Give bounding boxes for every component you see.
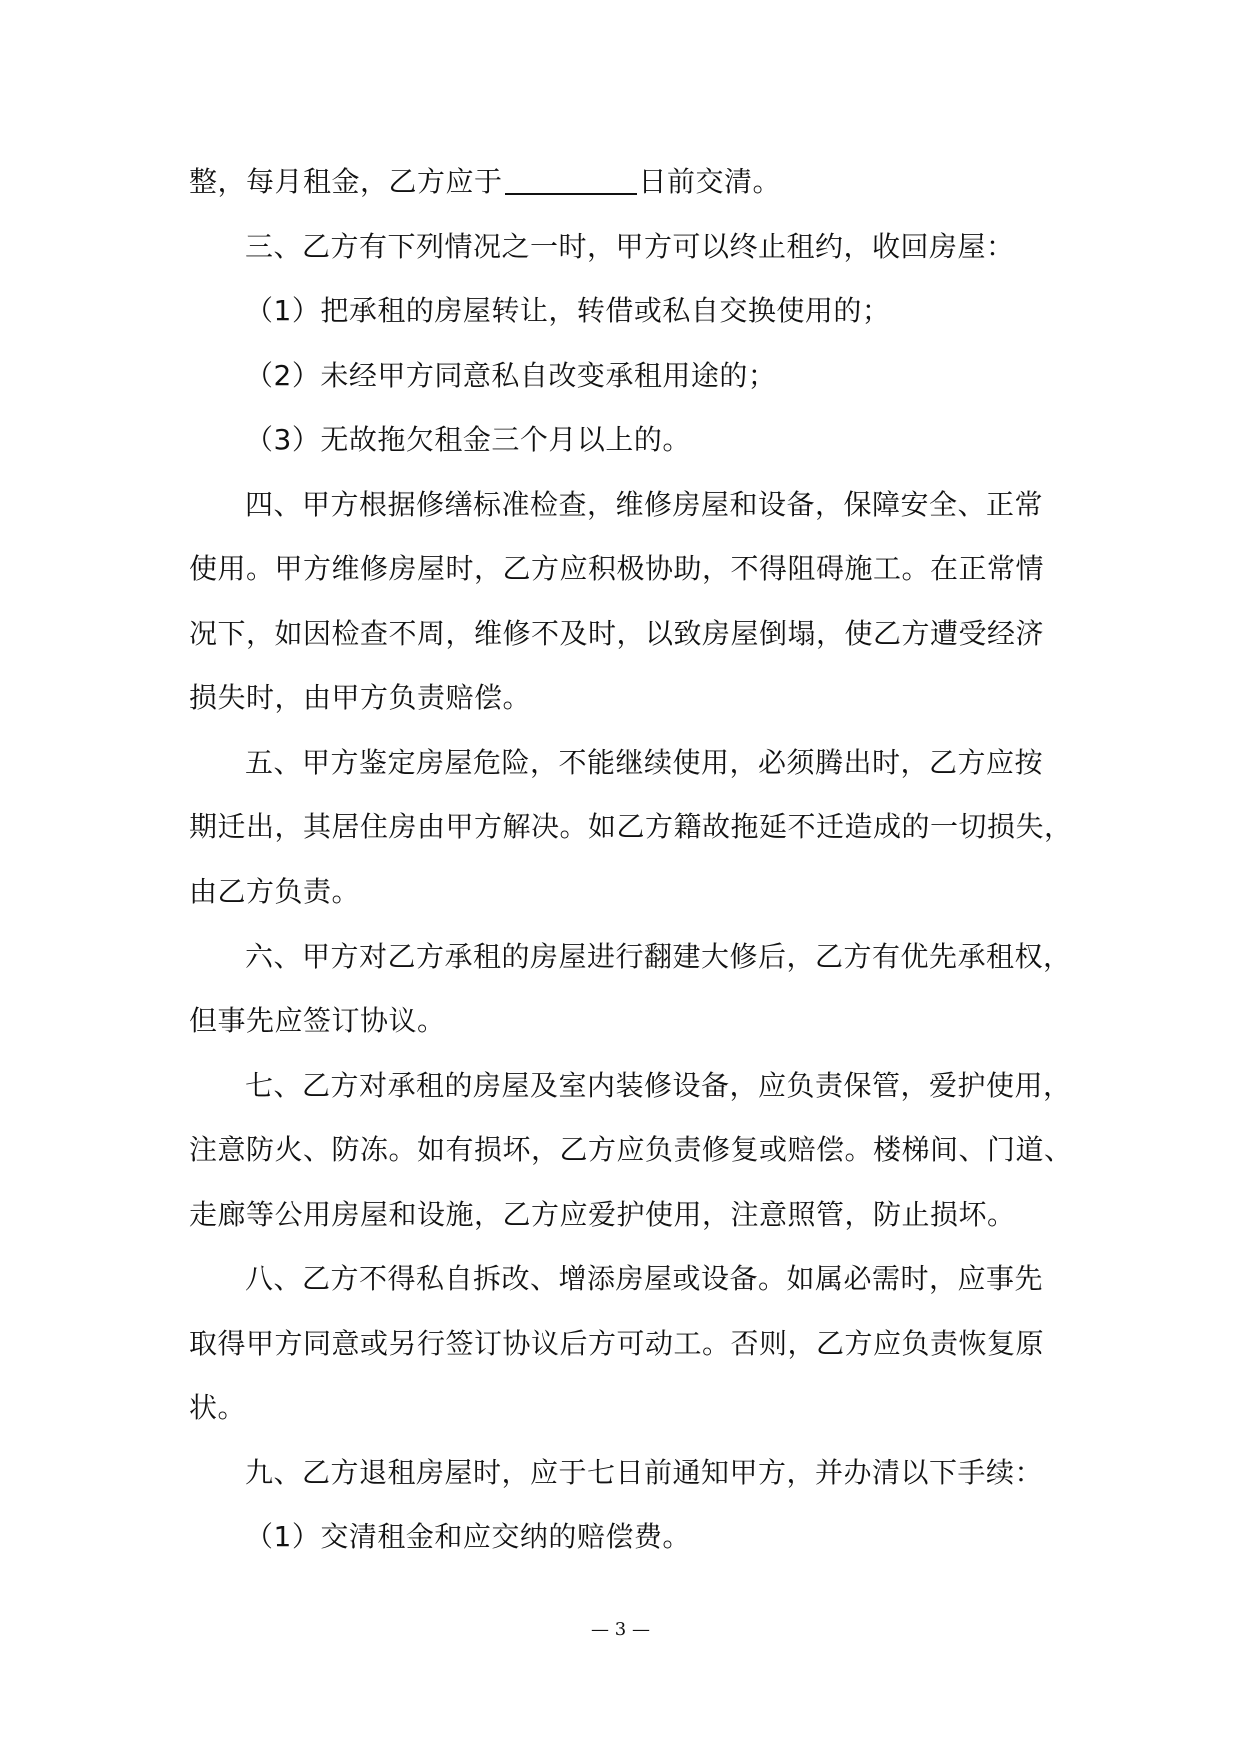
text-line: （1）把承租的房屋转让，转借或私自交换使用的； [245,294,891,327]
text-line: 四、甲方根据修缮标准检查，维修房屋和设备，保障安全、正常 [245,488,1044,521]
text-line: 况下，如因检查不周，维修不及时，以致房屋倒塌，使乙方遭受经济 [189,617,1045,650]
text-line: 取得甲方同意或另行签订协议后方可动工。否则，乙方应负责恢复原 [189,1327,1045,1360]
text-line: 由乙方负责。 [189,875,361,908]
text-line: 期迁出，其居住房由甲方解决。如乙方籍故拖延不迁造成的一切损失， [189,810,1073,843]
page-number: — 3 — [591,1619,650,1640]
text-line: （1）交清租金和应交纳的赔偿费。 [245,1520,691,1553]
text-line: （3）无故拖欠租金三个月以上的。 [245,423,691,456]
text-line: 五、甲方鉴定房屋危险，不能继续使用，必须腾出时，乙方应按 [245,746,1044,779]
text-line: 三、乙方有下列情况之一时，甲方可以终止租约，收回房屋： [245,230,1015,263]
text-line: 七、乙方对承租的房屋及室内装修设备，应负责保管，爱护使用， [245,1069,1072,1102]
text-line: 使用。甲方维修房屋时，乙方应积极协助，不得阻碍施工。在正常情 [189,552,1045,585]
text-line [189,159,1079,205]
text-line: 注意防火、防冻。如有损坏，乙方应负责修复或赔偿。楼梯间、门道、 [189,1133,1073,1166]
text-line: 但事先应签订协议。 [189,1004,446,1037]
text-line: 九、乙方退租房屋时，应于七日前通知甲方，并办清以下手续： [245,1456,1044,1489]
text-line: （2）未经甲方同意私自改变承租用途的； [245,359,777,392]
text-line: 损失时，由甲方负责赔偿。 [189,681,532,714]
text-segment: 整，每月租金，乙方应于 [189,165,503,198]
text-line: 六、甲方对乙方承租的房屋进行翻建大修后，乙方有优先承租权， [245,940,1072,973]
fill-in-blank [505,163,637,195]
text-line: 走廊等公用房屋和设施，乙方应爱护使用，注意照管，防止损坏。 [189,1198,1016,1231]
text-line: 八、乙方不得私自拆改、增添房屋或设备。如属必需时，应事先 [245,1262,1044,1295]
text-line: 状。 [189,1391,247,1424]
text-segment: 日前交清。 [638,165,782,198]
